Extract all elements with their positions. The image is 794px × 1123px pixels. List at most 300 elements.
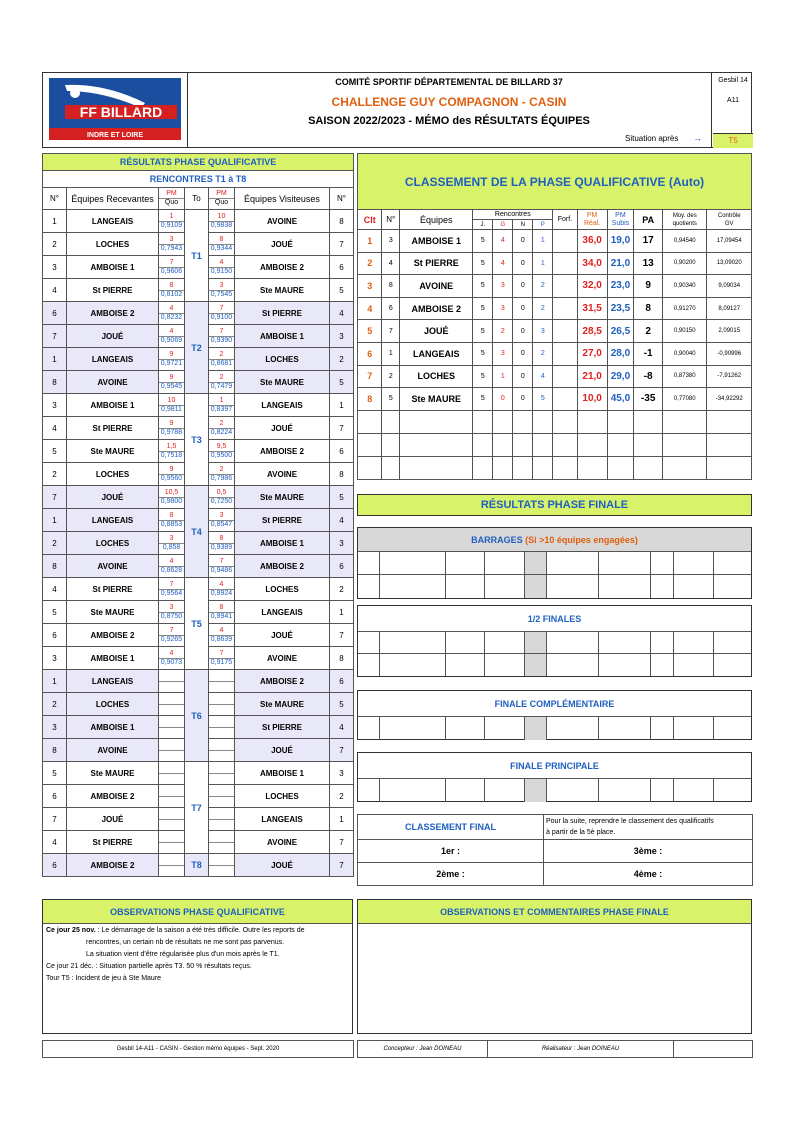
match-n1: 7 <box>43 808 67 831</box>
match-quo-home: 0,8853 <box>160 520 183 528</box>
match-quo-away <box>209 773 234 782</box>
match-team-home: LANGEAIS <box>67 509 159 532</box>
finale-compl-label: FINALE COMPLÉMENTAIRE <box>358 691 751 717</box>
match-n2: 2 <box>330 785 354 808</box>
footer <box>42 1040 753 1058</box>
match-team-home: St PIERRE <box>67 578 159 601</box>
match-quo-home <box>159 865 184 874</box>
finale-princ-box <box>357 752 752 802</box>
match-team-home: LANGEAIS <box>67 348 159 371</box>
match-quo-away: 0,8924 <box>210 589 233 597</box>
obs-line-3: La situation vient d'être régularisée plus d'un mois après le T1. <box>86 951 280 958</box>
match-quo-home: 0,8750 <box>160 612 183 620</box>
match-team-home: Ste MAURE <box>67 601 159 624</box>
match-quo-home: 0,9800 <box>160 497 183 505</box>
match-n2: 6 <box>330 256 354 279</box>
classement-row <box>358 297 752 320</box>
match-row <box>43 670 354 693</box>
classement-row <box>358 365 752 388</box>
row-gv: 13,09020 <box>707 252 752 275</box>
match-quo-away <box>209 865 234 874</box>
row-j: 5 <box>473 297 493 320</box>
match-quo-away: 0,7986 <box>210 474 233 482</box>
match-n2: 5 <box>330 486 354 509</box>
final-note-1: Pour la suite, reprendre le classement des qualificatifs <box>546 818 714 825</box>
match-quo-home: 0,9788 <box>160 428 183 436</box>
row-nn: 0 <box>513 252 533 275</box>
match-pm-home <box>159 811 184 819</box>
row-gv: -34,92292 <box>707 388 752 411</box>
classement-row <box>358 433 752 456</box>
row-g: 2 <box>493 320 513 343</box>
match-n1: 6 <box>43 624 67 647</box>
match-n1: 2 <box>43 532 67 555</box>
row-n: 1 <box>382 342 400 365</box>
match-pm-away: 2 <box>219 465 224 473</box>
logo-subtext: INDRE ET LOIRE <box>86 132 144 139</box>
match-pm-home: 4 <box>169 327 174 335</box>
col-visiteuses: Équipes Visiteuses <box>235 188 330 210</box>
match-pm-home <box>159 742 184 750</box>
tour-label: T1 <box>185 210 209 302</box>
match-team-away: LANGEAIS <box>235 808 330 831</box>
match-n1: 6 <box>43 854 67 877</box>
match-pm-away <box>209 834 234 842</box>
row-pm-subis: 45,0 <box>607 388 634 411</box>
row-g: 3 <box>493 275 513 298</box>
classement-row <box>358 252 752 275</box>
match-n1: 7 <box>43 486 67 509</box>
match-quo-away: 0,8224 <box>210 428 233 436</box>
match-row <box>43 854 354 877</box>
final-note-2: à partir de la 5è place. <box>546 829 616 836</box>
obs-line-5: Tour T5 : Incident de jeu à Ste Maure <box>46 975 162 982</box>
match-pm-home: 9 <box>169 419 174 427</box>
match-team-home: AMBOISE 1 <box>67 647 159 670</box>
match-team-home: AMBOISE 1 <box>67 256 159 279</box>
row-pa: 17 <box>634 230 663 253</box>
match-quo-away <box>209 727 234 736</box>
row-gv: -0,90996 <box>707 342 752 365</box>
match-quo-home: 0,9073 <box>160 658 183 666</box>
match-quo-home: 0,7943 <box>160 244 183 252</box>
demi-finales-box <box>357 605 752 677</box>
row-nn: 0 <box>513 342 533 365</box>
match-quo-away: 0,8941 <box>210 612 233 620</box>
match-n1: 7 <box>43 325 67 348</box>
row-team: AMBOISE 2 <box>400 297 473 320</box>
match-pm-away: 4 <box>219 258 224 266</box>
demi-finales-label: 1/2 FINALES <box>358 606 751 632</box>
match-n1: 3 <box>43 716 67 739</box>
match-pm-away <box>209 788 234 796</box>
match-row <box>43 302 354 325</box>
match-quo-away <box>209 796 234 805</box>
match-quo-home <box>159 819 184 828</box>
tour-label: T7 <box>185 762 209 854</box>
match-quo-away: 0,9500 <box>210 451 233 459</box>
match-n1: 2 <box>43 463 67 486</box>
row-j: 5 <box>473 342 493 365</box>
rencontres-subtitle: RENCONTRES T1 à T8 <box>43 171 354 188</box>
row-team: AVOINE <box>400 275 473 298</box>
classement-title: CLASSEMENT DE LA PHASE QUALIFICATIVE (Auto) <box>358 154 752 210</box>
observations-finale <box>357 899 752 1034</box>
place-3: 3ème : <box>544 840 753 863</box>
barrages-grid <box>358 552 751 598</box>
match-pm-home <box>159 857 184 865</box>
match-quo-away: 0,8639 <box>210 635 233 643</box>
match-team-away: AVOINE <box>235 647 330 670</box>
row-moy: 0,90150 <box>663 320 707 343</box>
row-pm-real: 36,0 <box>577 230 607 253</box>
match-team-home: JOUÉ <box>67 808 159 831</box>
row-pm-real: 32,0 <box>577 275 607 298</box>
row-team: LANGEAIS <box>400 342 473 365</box>
match-n1: 5 <box>43 762 67 785</box>
match-team-home: AMBOISE 2 <box>67 302 159 325</box>
match-pm-home: 3 <box>169 603 174 611</box>
col-pm-2: PM <box>216 190 227 197</box>
match-quo-home: 0,7518 <box>160 451 183 459</box>
match-pm-home: 8 <box>169 511 174 519</box>
ff-billard-logo <box>45 75 185 145</box>
row-gv: 9,09034 <box>707 275 752 298</box>
classement-row <box>358 320 752 343</box>
match-quo-home <box>159 727 184 736</box>
h-subis: Subis <box>611 219 630 227</box>
match-pm-away: 2 <box>219 419 224 427</box>
match-quo-home: 0,9069 <box>160 336 183 344</box>
match-pm-away: 0,5 <box>216 488 227 496</box>
col-pm: PM <box>166 190 177 197</box>
match-pm-away: 9,5 <box>216 442 227 450</box>
match-team-home: Ste MAURE <box>67 762 159 785</box>
row-j: 5 <box>473 275 493 298</box>
match-n1: 4 <box>43 578 67 601</box>
match-quo-away: 0,9344 <box>210 244 233 252</box>
classement-row <box>358 230 752 253</box>
row-moy: 0,90200 <box>663 252 707 275</box>
match-n1: 1 <box>43 509 67 532</box>
match-pm-away <box>209 811 234 819</box>
match-pm-away <box>209 765 234 773</box>
row-team: LOCHES <box>400 365 473 388</box>
match-pm-home: 4 <box>169 304 174 312</box>
tour-label: T8 <box>185 854 209 877</box>
match-n2: 2 <box>330 348 354 371</box>
obs-left-title: OBSERVATIONS PHASE QUALIFICATIVE <box>43 900 352 924</box>
match-n1: 3 <box>43 647 67 670</box>
row-pa: 2 <box>634 320 663 343</box>
row-pm-subis: 19,0 <box>607 230 634 253</box>
row-pm-subis: 26,5 <box>607 320 634 343</box>
col-quo-2: Quo <box>209 198 234 207</box>
row-gv: 2,09015 <box>707 320 752 343</box>
match-team-away: LANGEAIS <box>235 601 330 624</box>
observations-qualif <box>42 899 353 1034</box>
row-moy: 0,87380 <box>663 365 707 388</box>
match-pm-away: 7 <box>219 327 224 335</box>
row-j: 5 <box>473 230 493 253</box>
footer-concepteur: Concepteur : Jean DOINEAU <box>358 1041 488 1058</box>
situation-value: T5 <box>713 133 753 148</box>
tour-label: T4 <box>185 486 209 578</box>
h-forf: Forf. <box>553 210 577 230</box>
match-team-home: LOCHES <box>67 233 159 256</box>
row-p: 2 <box>533 297 553 320</box>
match-pm-home: 10 <box>167 396 176 404</box>
row-pa: 13 <box>634 252 663 275</box>
match-pm-home: 4 <box>169 557 174 565</box>
row-pm-subis: 21,0 <box>607 252 634 275</box>
row-pm-subis: 23,5 <box>607 297 634 320</box>
row-moy: 0,90340 <box>663 275 707 298</box>
match-team-away: AVOINE <box>235 463 330 486</box>
row-pm-real: 27,0 <box>577 342 607 365</box>
match-pm-away: 7 <box>219 304 224 312</box>
row-p: 4 <box>533 365 553 388</box>
match-quo-home: 0,8102 <box>160 290 183 298</box>
row-clt: 5 <box>358 320 382 343</box>
match-n1: 8 <box>43 555 67 578</box>
match-pm-away: 8 <box>219 534 224 542</box>
match-team-away: AMBOISE 2 <box>235 256 330 279</box>
row-p: 1 <box>533 252 553 275</box>
row-clt: 4 <box>358 297 382 320</box>
match-n2: 6 <box>330 670 354 693</box>
match-n1: 5 <box>43 601 67 624</box>
challenge-title: CHALLENGE GUY COMPAGNON - CASIN <box>331 95 567 109</box>
row-n: 8 <box>382 275 400 298</box>
match-quo-home <box>159 750 184 759</box>
classement-row <box>358 342 752 365</box>
match-pm-home: 1 <box>169 212 174 220</box>
match-n2: 3 <box>330 325 354 348</box>
match-team-home: AMBOISE 2 <box>67 785 159 808</box>
left-section-title: RÉSULTATS PHASE QUALIFICATIVE <box>43 154 354 171</box>
match-quo-home <box>159 773 184 782</box>
match-quo-home: 0,858 <box>159 543 184 552</box>
row-p: 2 <box>533 342 553 365</box>
tour-label: T2 <box>185 302 209 394</box>
match-quo-away: 0,7545 <box>210 290 233 298</box>
version-code: A11 <box>727 97 739 104</box>
row-clt: 7 <box>358 365 382 388</box>
obs-date-1: Ce jour 25 nov. <box>46 927 96 934</box>
match-pm-away: 8 <box>219 603 224 611</box>
match-pm-away: 10 <box>217 212 226 220</box>
match-quo-away: 0,8681 <box>210 359 233 367</box>
match-team-home: AVOINE <box>67 739 159 762</box>
finale-compl-grid <box>358 717 751 740</box>
match-n2: 8 <box>330 463 354 486</box>
finale-compl-box <box>357 690 752 740</box>
match-quo-away <box>209 842 234 851</box>
logo-text: FF BILLARD <box>79 104 163 120</box>
match-quo-away <box>209 750 234 759</box>
row-nn: 0 <box>513 297 533 320</box>
match-pm-home: 8 <box>169 281 174 289</box>
h-clt: Clt <box>358 210 382 230</box>
match-pm-away <box>209 742 234 750</box>
classement-table <box>357 153 752 480</box>
col-n2: N° <box>330 188 354 210</box>
obs-line-2: rencontres, un certain nb de résultats ne me sont pas parvenus. <box>86 939 285 946</box>
h-gv: GV <box>724 220 734 227</box>
match-team-away: St PIERRE <box>235 302 330 325</box>
row-p: 3 <box>533 320 553 343</box>
match-quo-away: 0,9838 <box>210 221 233 229</box>
match-n2: 7 <box>330 854 354 877</box>
match-quo-home: 0,9545 <box>160 382 183 390</box>
match-team-home: LOCHES <box>67 532 159 555</box>
match-team-away: JOUÉ <box>235 233 330 256</box>
match-n2: 6 <box>330 555 354 578</box>
match-pm-away: 2 <box>219 373 224 381</box>
match-team-home: AMBOISE 2 <box>67 624 159 647</box>
row-pm-subis: 23,0 <box>607 275 634 298</box>
row-g: 0 <box>493 388 513 411</box>
match-n2: 5 <box>330 693 354 716</box>
match-quo-away: 0,9390 <box>210 336 233 344</box>
row-nn: 0 <box>513 388 533 411</box>
match-n1: 5 <box>43 440 67 463</box>
match-team-away: JOUÉ <box>235 854 330 877</box>
row-clt: 2 <box>358 252 382 275</box>
row-moy: 0,90040 <box>663 342 707 365</box>
match-team-away: AMBOISE 1 <box>235 325 330 348</box>
match-pm-home: 10,5 <box>164 488 179 496</box>
row-pm-real: 34,0 <box>577 252 607 275</box>
match-quo-home: 0,9564 <box>160 589 183 597</box>
match-n2: 7 <box>330 624 354 647</box>
match-team-away: Ste MAURE <box>235 279 330 302</box>
row-p: 1 <box>533 230 553 253</box>
match-quo-away: 0,8397 <box>210 405 233 413</box>
row-gv: -7,91262 <box>707 365 752 388</box>
row-g: 4 <box>493 252 513 275</box>
row-moy: 0,94540 <box>663 230 707 253</box>
h-p: P <box>533 220 553 230</box>
match-pm-away: 7 <box>219 557 224 565</box>
match-quo-home <box>159 842 184 851</box>
classement-final-label: CLASSEMENT FINAL <box>358 815 544 840</box>
row-g: 3 <box>493 342 513 365</box>
match-n1: 4 <box>43 279 67 302</box>
match-team-home: St PIERRE <box>67 417 159 440</box>
match-pm-home <box>159 788 184 796</box>
match-pm-home: 9 <box>169 465 174 473</box>
row-pm-real: 10,0 <box>577 388 607 411</box>
match-pm-home <box>159 719 184 727</box>
match-quo-away <box>209 819 234 828</box>
finale-princ-grid <box>358 779 751 802</box>
classement-row <box>358 275 752 298</box>
match-quo-away <box>209 681 234 690</box>
h-pa: PA <box>634 210 663 230</box>
match-team-away: St PIERRE <box>235 716 330 739</box>
match-pm-away: 4 <box>219 580 224 588</box>
match-team-away: Ste MAURE <box>235 486 330 509</box>
match-row <box>43 210 354 233</box>
match-team-away: Ste MAURE <box>235 693 330 716</box>
row-pm-real: 21,0 <box>577 365 607 388</box>
col-n: N° <box>43 188 67 210</box>
row-pm-subis: 29,0 <box>607 365 634 388</box>
match-team-away: JOUÉ <box>235 417 330 440</box>
match-n2: 7 <box>330 417 354 440</box>
row-nn: 0 <box>513 320 533 343</box>
match-quo-home: 0,8628 <box>160 566 183 574</box>
row-pm-subis: 28,0 <box>607 342 634 365</box>
row-gv: 17,09454 <box>707 230 752 253</box>
h-n: N° <box>382 210 400 230</box>
row-nn: 0 <box>513 230 533 253</box>
row-team: JOUÉ <box>400 320 473 343</box>
match-team-home: Ste MAURE <box>67 440 159 463</box>
row-pa: -1 <box>634 342 663 365</box>
place-1: 1er : <box>358 840 544 863</box>
barrages-note: (Si >10 équipes engagées) <box>525 534 638 545</box>
h-pm: PM <box>586 211 598 219</box>
match-n2: 4 <box>330 302 354 325</box>
match-pm-away: 3 <box>219 281 224 289</box>
h-quot: quotients <box>672 220 697 227</box>
match-quo-home: 0,9109 <box>160 221 183 229</box>
h-real: Réal. <box>583 219 601 227</box>
obs-right-title: OBSERVATIONS ET COMMENTAIRES PHASE FINALE <box>358 900 751 924</box>
row-n: 6 <box>382 297 400 320</box>
match-n1: 4 <box>43 417 67 440</box>
match-n2: 7 <box>330 739 354 762</box>
match-n2: 3 <box>330 762 354 785</box>
match-row <box>43 762 354 785</box>
match-team-away: LOCHES <box>235 785 330 808</box>
match-quo-home: 0,9721 <box>160 359 183 367</box>
match-quo-home: 0,9560 <box>160 474 183 482</box>
match-team-home: JOUÉ <box>67 325 159 348</box>
match-team-away: JOUÉ <box>235 624 330 647</box>
match-team-away: JOUÉ <box>235 739 330 762</box>
match-n1: 6 <box>43 785 67 808</box>
row-n: 4 <box>382 252 400 275</box>
match-team-away: AMBOISE 1 <box>235 532 330 555</box>
footer-realisateur: Réalisateur : Jean DOINEAU <box>488 1041 674 1058</box>
match-n1: 1 <box>43 348 67 371</box>
tour-label: T3 <box>185 394 209 486</box>
row-team: St PIERRE <box>400 252 473 275</box>
match-n2: 7 <box>330 233 354 256</box>
match-quo-home <box>159 704 184 713</box>
match-team-away: LOCHES <box>235 578 330 601</box>
row-team: Ste MAURE <box>400 388 473 411</box>
row-clt: 8 <box>358 388 382 411</box>
match-quo-home: 0,9811 <box>159 405 184 414</box>
match-team-away: AMBOISE 2 <box>235 440 330 463</box>
row-pm-real: 28,5 <box>577 320 607 343</box>
match-quo-home: 0,9265 <box>160 635 183 643</box>
row-p: 5 <box>533 388 553 411</box>
place-2: 2ème : <box>358 863 544 886</box>
match-team-home: AMBOISE 1 <box>67 716 159 739</box>
match-n1: 3 <box>43 394 67 417</box>
match-pm-home: 3 <box>169 534 174 542</box>
row-team: AMBOISE 1 <box>400 230 473 253</box>
match-n2: 5 <box>330 279 354 302</box>
row-n: 7 <box>382 320 400 343</box>
col-recevantes: Équipes Recevantes <box>67 188 159 210</box>
